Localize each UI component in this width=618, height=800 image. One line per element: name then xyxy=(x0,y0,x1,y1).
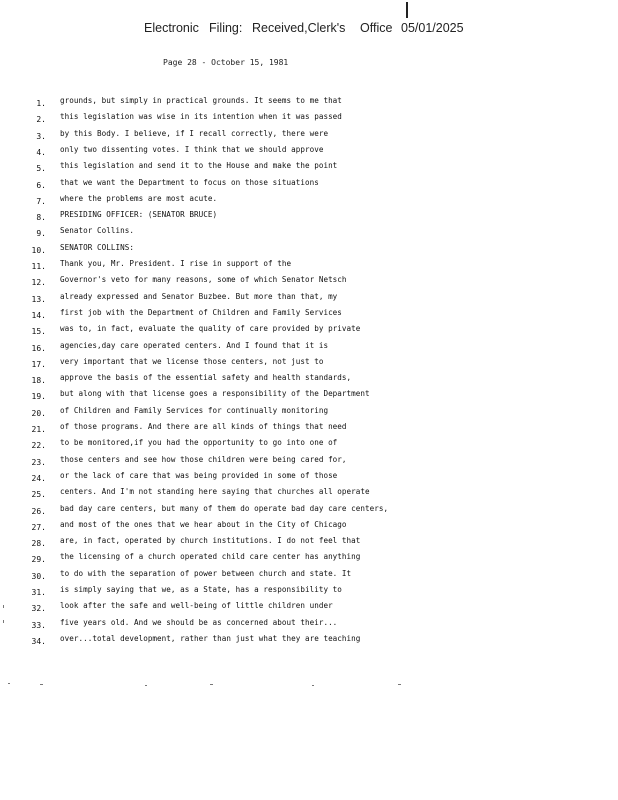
line-text: five years old. And we should be as concerned about their... xyxy=(60,617,338,627)
line-number: 14. xyxy=(31,310,46,320)
transcript-line xyxy=(0,112,618,126)
transcript-line xyxy=(0,487,618,501)
transcript-line xyxy=(0,178,618,192)
line-number: 18. xyxy=(31,376,46,386)
transcript-line xyxy=(0,536,618,550)
transcript-line xyxy=(0,324,618,338)
line-number: 13. xyxy=(31,294,46,304)
line-number: 25. xyxy=(31,490,46,500)
line-number: 19. xyxy=(31,392,46,402)
transcript-line xyxy=(0,569,618,583)
scan-speck xyxy=(312,685,314,686)
transcript-line xyxy=(0,275,618,289)
scan-speck xyxy=(3,620,4,623)
transcript-line xyxy=(0,292,618,306)
transcript-line xyxy=(0,422,618,436)
line-number: 27. xyxy=(31,522,46,532)
transcript-line xyxy=(0,438,618,452)
line-number: 22. xyxy=(31,441,46,451)
line-text: first job with the Department of Children and Family Services xyxy=(60,307,342,317)
line-text: the licensing of a church operated child care center has anything xyxy=(60,552,361,562)
line-text: already expressed and Senator Buzbee. But more than that, my xyxy=(60,291,338,301)
line-text: PRESIDING OFFICER: (SENATOR BRUCE) xyxy=(60,210,218,220)
line-text: only two dissenting votes. I think that we should approve xyxy=(60,144,324,154)
line-number: 7. xyxy=(36,196,46,206)
stamp-received: Received,Clerk's xyxy=(252,21,346,35)
line-text: grounds, but simply in practical grounds. It seems to me that xyxy=(60,96,342,105)
line-text: very important that we license those centers, not just to xyxy=(60,356,324,366)
line-text: this legislation and send it to the House and make the point xyxy=(60,161,338,171)
line-text: but along with that license goes a responsibility of the Department xyxy=(60,389,370,399)
line-text: to do with the separation of power between church and state. It xyxy=(60,568,352,578)
line-text: by this Body. I believe, if I recall correctly, there were xyxy=(60,128,329,138)
transcript-line xyxy=(0,634,618,648)
scan-speck xyxy=(210,684,213,685)
line-text: bad day care centers, but many of them do operate bad day care centers, xyxy=(60,503,389,513)
scan-speck xyxy=(40,684,43,685)
line-text: Thank you, Mr. President. I rise in support of the xyxy=(60,259,292,268)
line-number: 4. xyxy=(36,147,46,157)
line-number: 9. xyxy=(36,229,46,239)
scan-speck xyxy=(145,685,147,686)
line-text: over...total development, rather than just what they are teaching xyxy=(60,633,361,643)
transcript-line xyxy=(0,96,618,110)
line-text: look after the safe and well-being of little children under xyxy=(60,601,333,611)
line-text: of Children and Family Services for continually monitoring xyxy=(60,405,329,415)
scan-tick-mark xyxy=(406,2,408,18)
line-text: SENATOR COLLINS: xyxy=(60,242,134,252)
line-number: 23. xyxy=(31,457,46,467)
line-number: 8. xyxy=(36,213,46,223)
transcript-line xyxy=(0,226,618,240)
transcript-line xyxy=(0,504,618,518)
line-number: 29. xyxy=(31,555,46,565)
transcript-line xyxy=(0,210,618,224)
line-number: 24. xyxy=(31,473,46,483)
line-number: 1. xyxy=(36,99,46,108)
line-number: 17. xyxy=(31,359,46,369)
transcript-line xyxy=(0,357,618,371)
transcript-line xyxy=(0,389,618,403)
line-number: 11. xyxy=(31,262,46,271)
line-text: or the lack of care that was being provided in some of those xyxy=(60,470,338,480)
transcript-line xyxy=(0,129,618,143)
transcript-line xyxy=(0,618,618,632)
line-text: where the problems are most acute. xyxy=(60,193,218,203)
line-number: 15. xyxy=(31,327,46,337)
line-number: 31. xyxy=(31,588,46,597)
transcript-line xyxy=(0,552,618,566)
transcript-line xyxy=(0,194,618,208)
scan-speck xyxy=(8,683,10,684)
stamp-filing: Filing: xyxy=(209,21,243,35)
line-number: 21. xyxy=(31,425,46,434)
line-text: approve the basis of the essential safety and health standards, xyxy=(60,373,352,383)
stamp-prefix: Electronic xyxy=(144,21,199,35)
line-text: are, in fact, operated by church institutions. I do not feel that xyxy=(60,536,361,546)
line-number: 20. xyxy=(31,408,46,418)
line-number: 34. xyxy=(31,636,46,646)
transcript-line xyxy=(0,341,618,355)
transcript-line xyxy=(0,145,618,159)
line-number: 28. xyxy=(31,539,46,549)
line-text: Governor's veto for many reasons, some of which Senator Netsch xyxy=(60,275,347,285)
transcript-line xyxy=(0,520,618,534)
line-number: 32. xyxy=(31,604,46,614)
line-text: to be monitored,if you had the opportunity to go into one of xyxy=(60,438,338,448)
line-text: agencies,day care operated centers. And I found that it is xyxy=(60,340,329,350)
line-text: that we want the Department to focus on those situations xyxy=(60,177,319,187)
transcript-line xyxy=(0,455,618,469)
line-text: Senator Collins. xyxy=(60,226,134,236)
transcript-line xyxy=(0,308,618,322)
line-text: those centers and see how those children were being cared for, xyxy=(60,454,347,464)
line-text: centers. And I'm not standing here saying that churches all operate xyxy=(60,487,370,497)
line-text: is simply saying that we, as a State, has a responsibility to xyxy=(60,585,342,594)
line-text: this legislation was wise in its intention when it was passed xyxy=(60,112,342,122)
transcript-line xyxy=(0,161,618,175)
stamp-office: Office xyxy=(360,21,393,35)
line-number: 3. xyxy=(36,131,46,141)
line-text: was to, in fact, evaluate the quality of care provided by private xyxy=(60,324,361,334)
scan-speck xyxy=(3,605,4,608)
page-header: Page 28 - October 15, 1981 xyxy=(163,58,289,67)
line-number: 2. xyxy=(36,115,46,125)
transcript-line xyxy=(0,406,618,420)
transcript-line xyxy=(0,259,618,273)
transcript-line xyxy=(0,373,618,387)
line-text: of those programs. And there are all kinds of things that need xyxy=(60,422,347,431)
transcript-line xyxy=(0,601,618,615)
transcript-line xyxy=(0,243,618,257)
line-number: 16. xyxy=(31,343,46,353)
transcript-line xyxy=(0,585,618,599)
line-number: 10. xyxy=(31,245,46,255)
line-number: 26. xyxy=(31,506,46,516)
scan-speck xyxy=(398,684,401,685)
line-number: 6. xyxy=(36,180,46,190)
line-number: 5. xyxy=(36,164,46,174)
transcript-line xyxy=(0,471,618,485)
line-number: 30. xyxy=(31,571,46,581)
stamp-date: 05/01/2025 xyxy=(401,21,464,35)
line-number: 12. xyxy=(31,278,46,288)
line-text: and most of the ones that we hear about in the City of Chicago xyxy=(60,519,347,529)
line-number: 33. xyxy=(31,620,46,630)
